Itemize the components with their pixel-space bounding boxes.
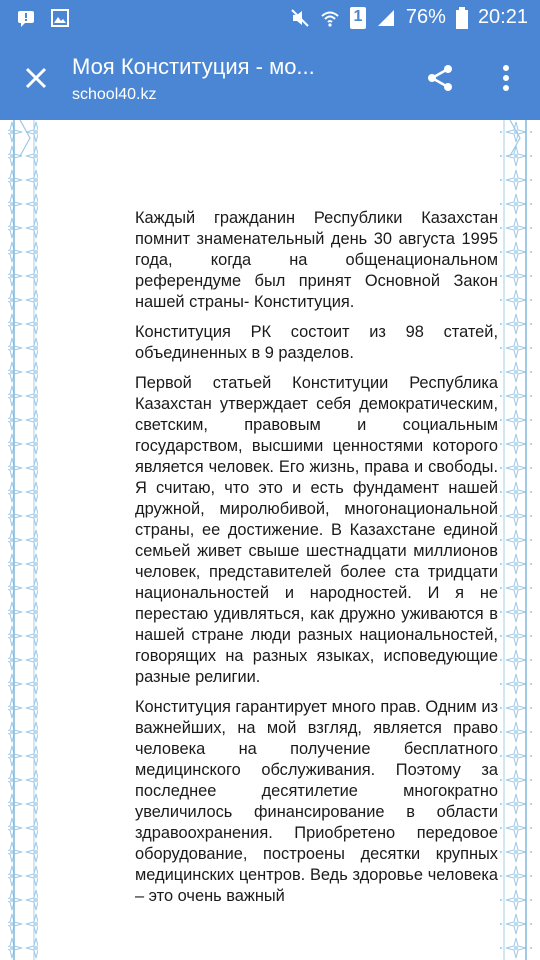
clock: 20:21 bbox=[477, 6, 528, 28]
wifi-icon bbox=[320, 8, 340, 28]
page-url: school40.kz bbox=[72, 86, 157, 103]
paragraph-2: Конституция РК состоит из 98 статей, объединенных в 9 разделов. bbox=[135, 323, 498, 362]
page-title: Моя Конституция - мо... bbox=[72, 54, 315, 79]
sim-icon bbox=[350, 7, 366, 29]
sim-label: 1 bbox=[353, 7, 363, 25]
mute-icon bbox=[290, 8, 310, 28]
paragraph-4: Конституция гарантирует много прав. Одним из важнейших, на мой взгляд, является право человека на получение бесплатного медицинского обслуживания. Поэтому за последнее десятилетие многократно увеличилось финансирование в области здравоохранения. Приобретено передовое оборудование, построены десятки крупных медицинских центров. Ведь здоровье человека – это очень важный bbox=[135, 698, 498, 905]
image-icon bbox=[50, 8, 70, 28]
notification-icon bbox=[16, 8, 36, 28]
paragraph-3: Первой статьей Конституции Республика Казахстан утверждает себя демократическим, светским, правовым и социальным государством, высшими ценностями которого является человек. Его жизнь, права и свободы. Я считаю, что это и есть фундамент нашей дружной, миролюбивой, многонациональной страны, ее достижение. В Казахстане единой семьей живет свыше шестнадцати миллионов человек, представителей более ста тридцати национальностей и народностей. И я не перестаю удивляться, как дружно уживаются в нашей стране люди разных национальностей, говорящих на разных языках, исповедующие разные религии. bbox=[135, 374, 498, 686]
app-bar bbox=[0, 36, 540, 120]
signal-icon bbox=[376, 8, 396, 28]
more-vert-icon[interactable] bbox=[494, 62, 518, 94]
close-icon[interactable] bbox=[22, 64, 50, 92]
article-text bbox=[135, 208, 498, 916]
battery-icon bbox=[456, 7, 468, 29]
share-icon[interactable] bbox=[424, 62, 456, 94]
paragraph-1: Каждый гражданин Республики Казахстан помнит знаменательный день 30 августа 1995 года, когда на общенациональном референдуме был принят Основной Закон нашей страны- Конституция. bbox=[135, 209, 498, 311]
web-content[interactable] bbox=[0, 120, 540, 960]
status-bar bbox=[0, 0, 540, 36]
battery-percent: 76% bbox=[405, 6, 446, 28]
